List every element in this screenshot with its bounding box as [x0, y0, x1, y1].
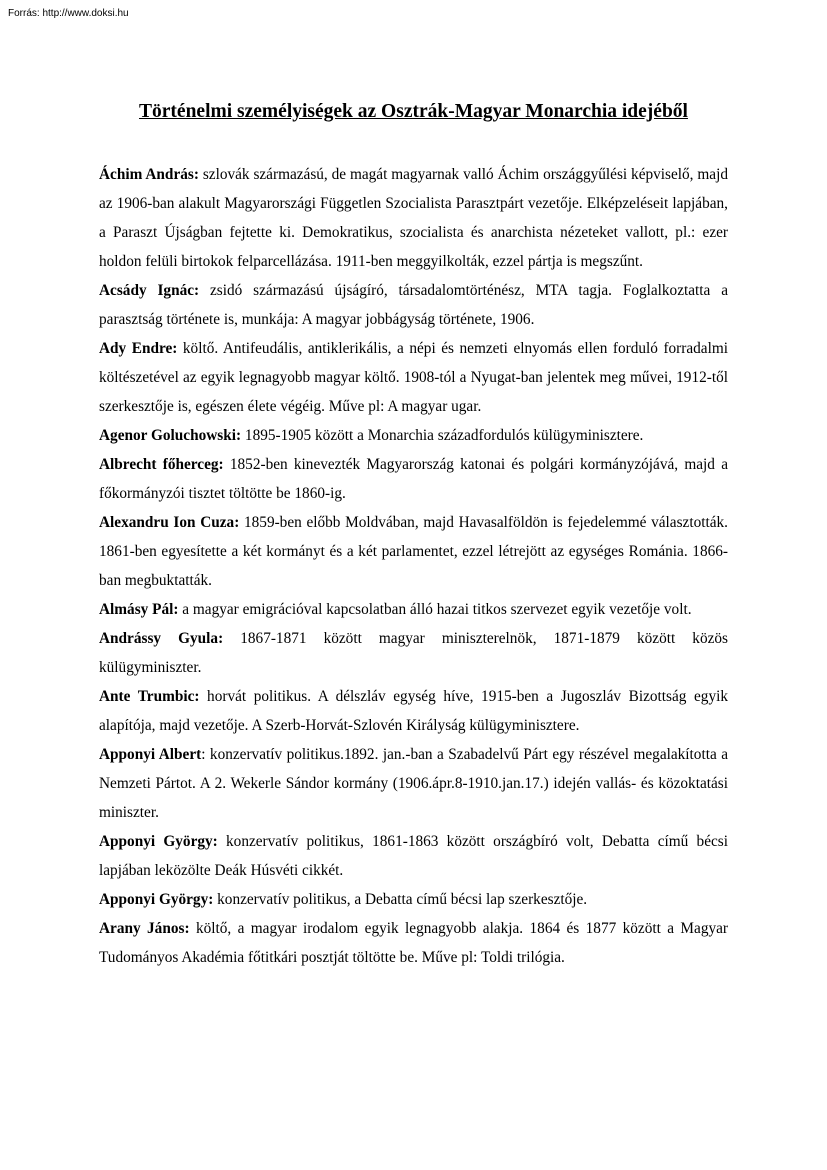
entry-achim-andras — [99, 160, 728, 276]
entry-text: 1895-1905 között a Monarchia századfordulós külügyminisztere. — [241, 427, 644, 444]
entry-arany-janos — [99, 914, 728, 972]
entry-name: Andrássy Gyula: — [99, 630, 224, 647]
entry-name: Áchim András: — [99, 166, 199, 183]
entry-text: 1859-ben előbb Moldvában, majd Havasalföldön is fejedelemmé választották. 1861-ben egyesítette a két kormányt és a két parlamentet, ezzel létrejött az egységes Románia. 1866-ban megbuktatták. — [99, 514, 728, 589]
entry-alexandru-ion-cuza — [99, 508, 728, 595]
entry-almasy-pal — [99, 595, 728, 624]
entry-apponyi-gyorgy-2 — [99, 885, 728, 914]
entry-text: 1852-ben kinevezték Magyarország katonai és polgári kormányzójává, majd a főkormányzói tisztet töltötte be 1860-ig. — [99, 456, 728, 502]
entry-name: Apponyi Albert — [99, 746, 202, 763]
entry-agenor-goluchowski — [99, 421, 728, 450]
entry-list — [99, 160, 728, 972]
entry-acsady-ignac — [99, 276, 728, 334]
entry-text: 1867-1871 között magyar miniszterelnök, 1871-1879 között közös külügyminiszter. — [99, 630, 728, 676]
entry-text: konzervatív politikus, a Debatta című bécsi lap szerkesztője. — [213, 891, 588, 908]
entry-text: zsidó származású újságíró, társadalomtörténész, MTA tagja. Foglalkoztatta a parasztság története is, munkája: A magyar jobbágyság története, 1906. — [99, 282, 729, 328]
entry-name: Arany János: — [99, 920, 190, 937]
entry-name: Agenor Goluchowski: — [99, 427, 242, 444]
entry-andrassy-gyula — [99, 624, 728, 682]
entry-ante-trumbic — [99, 682, 728, 740]
entry-name: Apponyi György: — [99, 833, 218, 850]
document-title: Történelmi személyiségek az Osztrák-Magyar Monarchia idejéből — [139, 101, 688, 122]
entry-name: Almásy Pál: — [99, 601, 179, 618]
entry-text: költő. Antifeudális, antiklerikális, a népi és nemzeti elnyomás ellen forduló forradalmi költészetével az egyik legnagyobb magyar költő. 1908-tól a Nyugat-ban jelentek meg művei, 1912-től szerkesztője is, egészen élete végéig. Műve pl: A magyar ugar. — [99, 340, 728, 415]
entry-ady-endre — [99, 334, 728, 421]
entry-name: Ante Trumbic: — [99, 688, 200, 705]
source-line: Forrás: http://www.doksi.hu — [8, 8, 129, 19]
entry-text: szlovák származású, de magát magyarnak valló Áchim országgyűlési képviselő, majd az 1906-ban alakult Magyarországi Független Szocialista Parasztpárt vezetője. Elképzeléseit lapjában, a Paraszt Újságban fejtette ki. Demokratikus, szocialista és anarchista nézeteket vallott, pl.: ezer holdon felüli birtokok felparcellázása. 1911-ben meggyilkolták, ezzel pártja is megszűnt. — [99, 166, 728, 270]
entry-name: Apponyi György: — [99, 891, 214, 908]
entry-text: költő, a magyar irodalom egyik legnagyobb alakja. 1864 és 1877 között a Magyar Tudományos Akadémia főtitkári posztját töltötte be. Műve pl: Toldi trilógia. — [99, 920, 729, 966]
entry-text: a magyar emigrációval kapcsolatban álló hazai titkos szervezet egyik vezetője volt. — [178, 601, 692, 618]
entry-name: Albrecht főherceg: — [99, 456, 224, 473]
entry-text: konzervatív politikus, 1861-1863 között országbíró volt, Debatta című bécsi lapjában leközölte Deák Húsvéti cikkét. — [99, 833, 728, 879]
entry-text: horvát politikus. A délszláv egység híve, 1915-ben a Jugoszláv Bizottság egyik alapítója, majd vezetője. A Szerb-Horvát-Szlovén Királyság külügyminisztere. — [99, 688, 728, 734]
entry-text: : konzervatív politikus.1892. jan.-ban a Szabadelvű Párt egy részével megalakította a Nemzeti Pártot. A 2. Wekerle Sándor kormány (1906.ápr.8-1910.jan.17.) idején vallás- és közoktatási miniszter. — [99, 746, 728, 821]
entry-apponyi-albert — [99, 740, 728, 827]
entry-name: Ady Endre: — [99, 340, 178, 357]
entry-name: Acsády Ignác: — [99, 282, 200, 299]
entry-apponyi-gyorgy — [99, 827, 728, 885]
entry-name: Alexandru Ion Cuza: — [99, 514, 240, 531]
entry-albrecht-foherceg — [99, 450, 728, 508]
